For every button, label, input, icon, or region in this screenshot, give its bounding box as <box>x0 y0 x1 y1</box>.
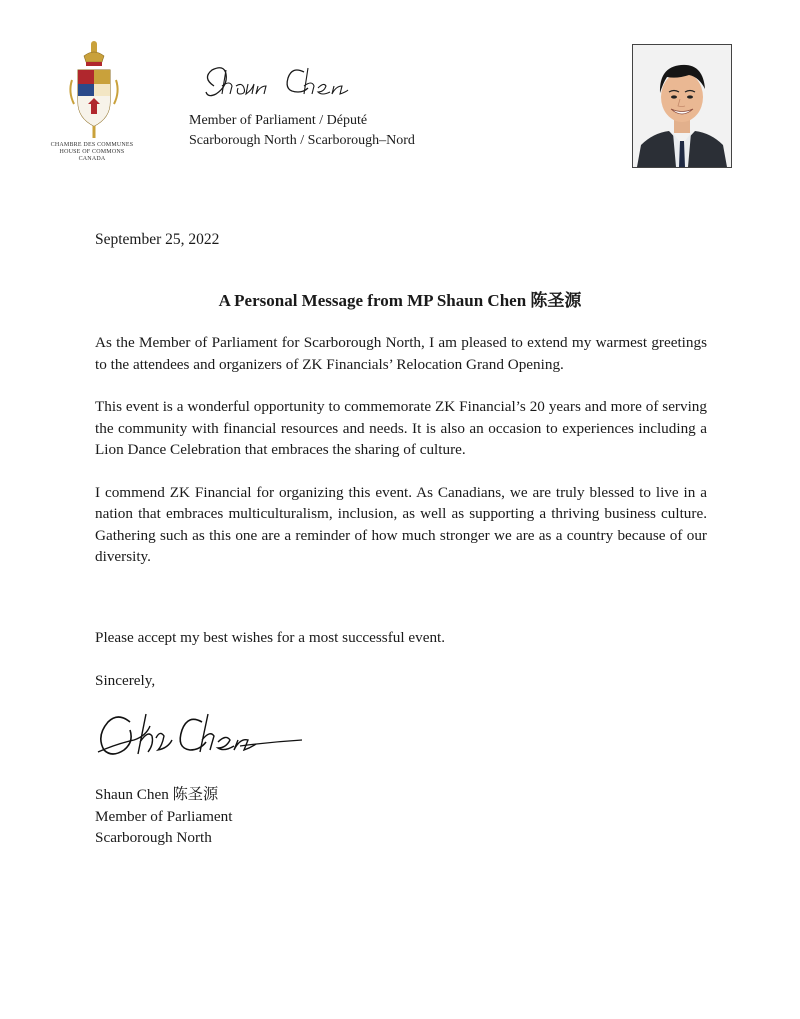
letter-closing: Please accept my best wishes for a most successful event. <box>95 629 446 646</box>
header-role: Member of Parliament / Député <box>189 113 368 128</box>
crest-caption-line: CHAMBRE DES COMMUNES <box>50 142 134 148</box>
letter-body <box>95 332 707 589</box>
crest-caption-line: CANADA <box>78 156 106 162</box>
signer-title: Member of Parliament <box>95 807 233 825</box>
signer-riding: Scarborough North <box>95 829 212 846</box>
letter-salutation: Sincerely, <box>95 672 156 689</box>
letter-paragraph: This event is a wonderful opportunity to commemorate ZK Financial’s 20 years and more of serving the community with financial resources and needs. It is also an occasion to experiences including a Lion Dance Celebration that embraces the sharing of culture. <box>95 398 707 458</box>
portrait-image <box>633 45 731 167</box>
letter-heading: A Personal Message from MP Shaun Chen 陈圣源 <box>218 291 582 310</box>
letter-date: September 25, 2022 <box>95 231 220 248</box>
crest-caption-line: HOUSE OF COMMONS <box>59 149 125 155</box>
header-signature <box>196 56 376 104</box>
letter-paragraph: As the Member of Parliament for Scarborough North, I am pleased to extend my warmest greetings to the attendees and organizers of ZK Financials’ Relocation Grand Opening. <box>95 334 707 373</box>
signature-icon <box>196 56 376 104</box>
portrait-photo <box>632 44 732 168</box>
handwritten-signature <box>90 700 320 770</box>
crest-icon <box>64 40 124 140</box>
signature-icon <box>90 700 320 770</box>
letter-paragraph: I commend ZK Financial for organizing this event. As Canadians, we are truly blessed to live in a nation that embraces multiculturalism, inclusion, as well as supporting a thriving business culture. Gathering such as this one are a reminder of how much stronger we are as a country because of our diversity. <box>95 483 707 565</box>
crest-caption <box>40 142 144 163</box>
signer-name: Shaun Chen 陈圣源 <box>95 786 219 803</box>
signature-block <box>95 784 233 849</box>
header-riding: Scarborough North / Scarborough–Nord <box>189 133 415 148</box>
header-title <box>189 111 415 151</box>
